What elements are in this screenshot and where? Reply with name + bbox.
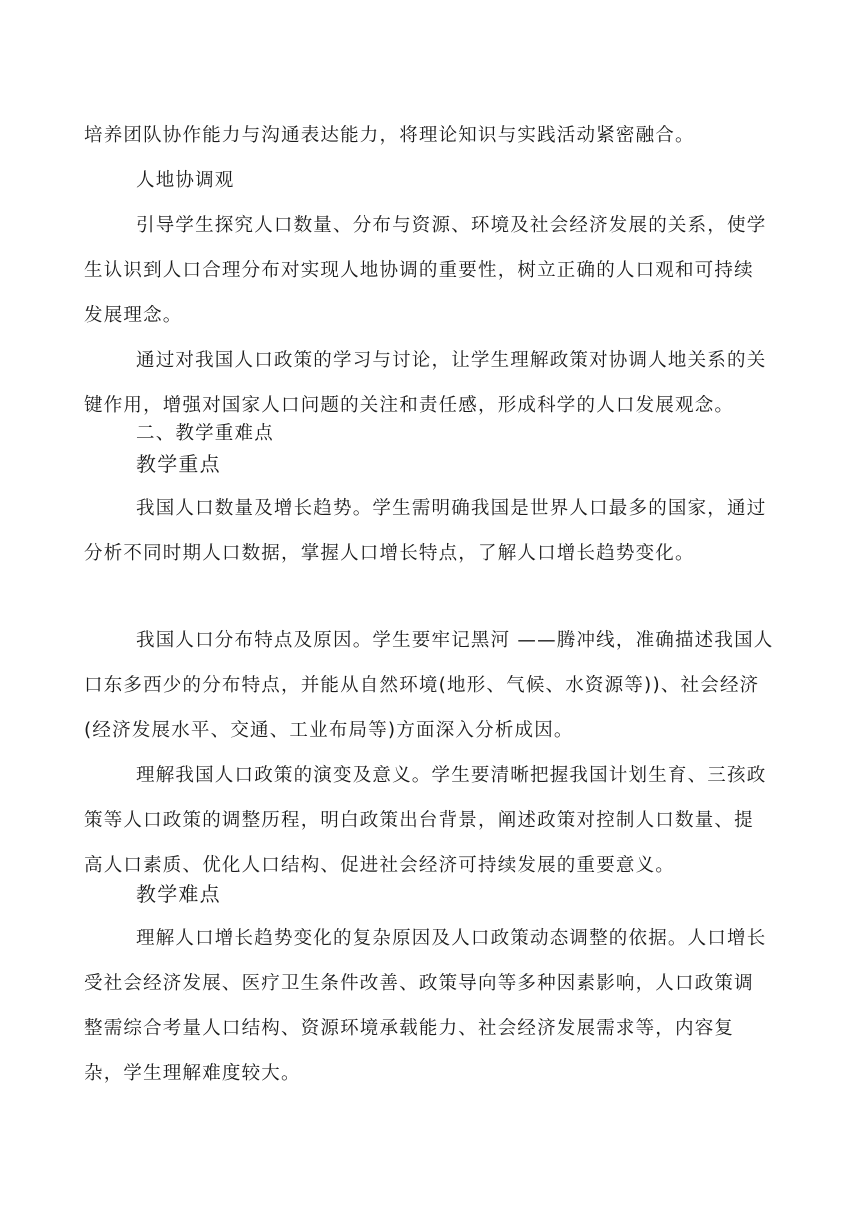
paragraph-line: 培养团队协作能力与沟通表达能力，将理论知识与实践活动紧密融合。 (84, 125, 695, 146)
paragraph-line: 生认识到人口合理分布对实现人地协调的重要性，树立正确的人口观和可持续 (84, 260, 754, 281)
paragraph-line: 策等人口政策的调整历程，明白政策出台背景，阐述政策对控制人口数量、提 (84, 810, 754, 831)
paragraph-line: 我国人口分布特点及原因。学生要牢记黑河 ——腾冲线，准确描述我国人 (136, 630, 774, 651)
paragraph-line: 键作用，增强对国家人口问题的关注和责任感，形成科学的人口发展观念。 (84, 395, 735, 416)
paragraph-line: 整需综合考量人口结构、资源环境承载能力、社会经济发展需求等，内容复 (84, 1018, 735, 1039)
paragraph-line: 高人口素质、优化人口结构、促进社会经济可持续发展的重要意义。 (84, 855, 676, 876)
paragraph-line: 发展理念。 (84, 305, 183, 326)
paragraph-line: (经济发展水平、交通、工业布局等)方面深入分析成因。 (84, 720, 574, 741)
paragraph-line: 引导学生探究人口数量、分布与资源、环境及社会经济发展的关系，使学 (136, 215, 767, 236)
paragraph-line: 分析不同时期人口数据，掌握人口增长特点，了解人口增长趋势变化。 (84, 543, 695, 564)
subheading-difficult-points: 教学难点 (136, 882, 221, 906)
paragraph-line: 理解我国人口政策的演变及意义。学生要清晰把握我国计划生育、三孩政 (136, 765, 767, 786)
paragraph-line: 理解人口增长趋势变化的复杂原因及人口政策动态调整的依据。人口增长 (136, 928, 767, 949)
paragraph-line: 我国人口数量及增长趋势。学生需明确我国是世界人口最多的国家，通过 (136, 498, 767, 519)
paragraph-line: 受社会经济发展、医疗卫生条件改善、政策导向等多种因素影响，人口政策调 (84, 973, 754, 994)
paragraph-line: 杂，学生理解难度较大。 (84, 1063, 301, 1084)
section-heading-human-land: 人地协调观 (136, 170, 235, 191)
subheading-key-points: 教学重点 (136, 452, 221, 476)
section-heading-key-difficult: 二、教学重难点 (136, 423, 274, 444)
paragraph-line: 口东多西少的分布特点，并能从自然环境(地形、气候、水资源等))、社会经济 (84, 675, 760, 696)
paragraph-line: 通过对我国人口政策的学习与讨论，让学生理解政策对协调人地关系的关 (136, 350, 767, 371)
